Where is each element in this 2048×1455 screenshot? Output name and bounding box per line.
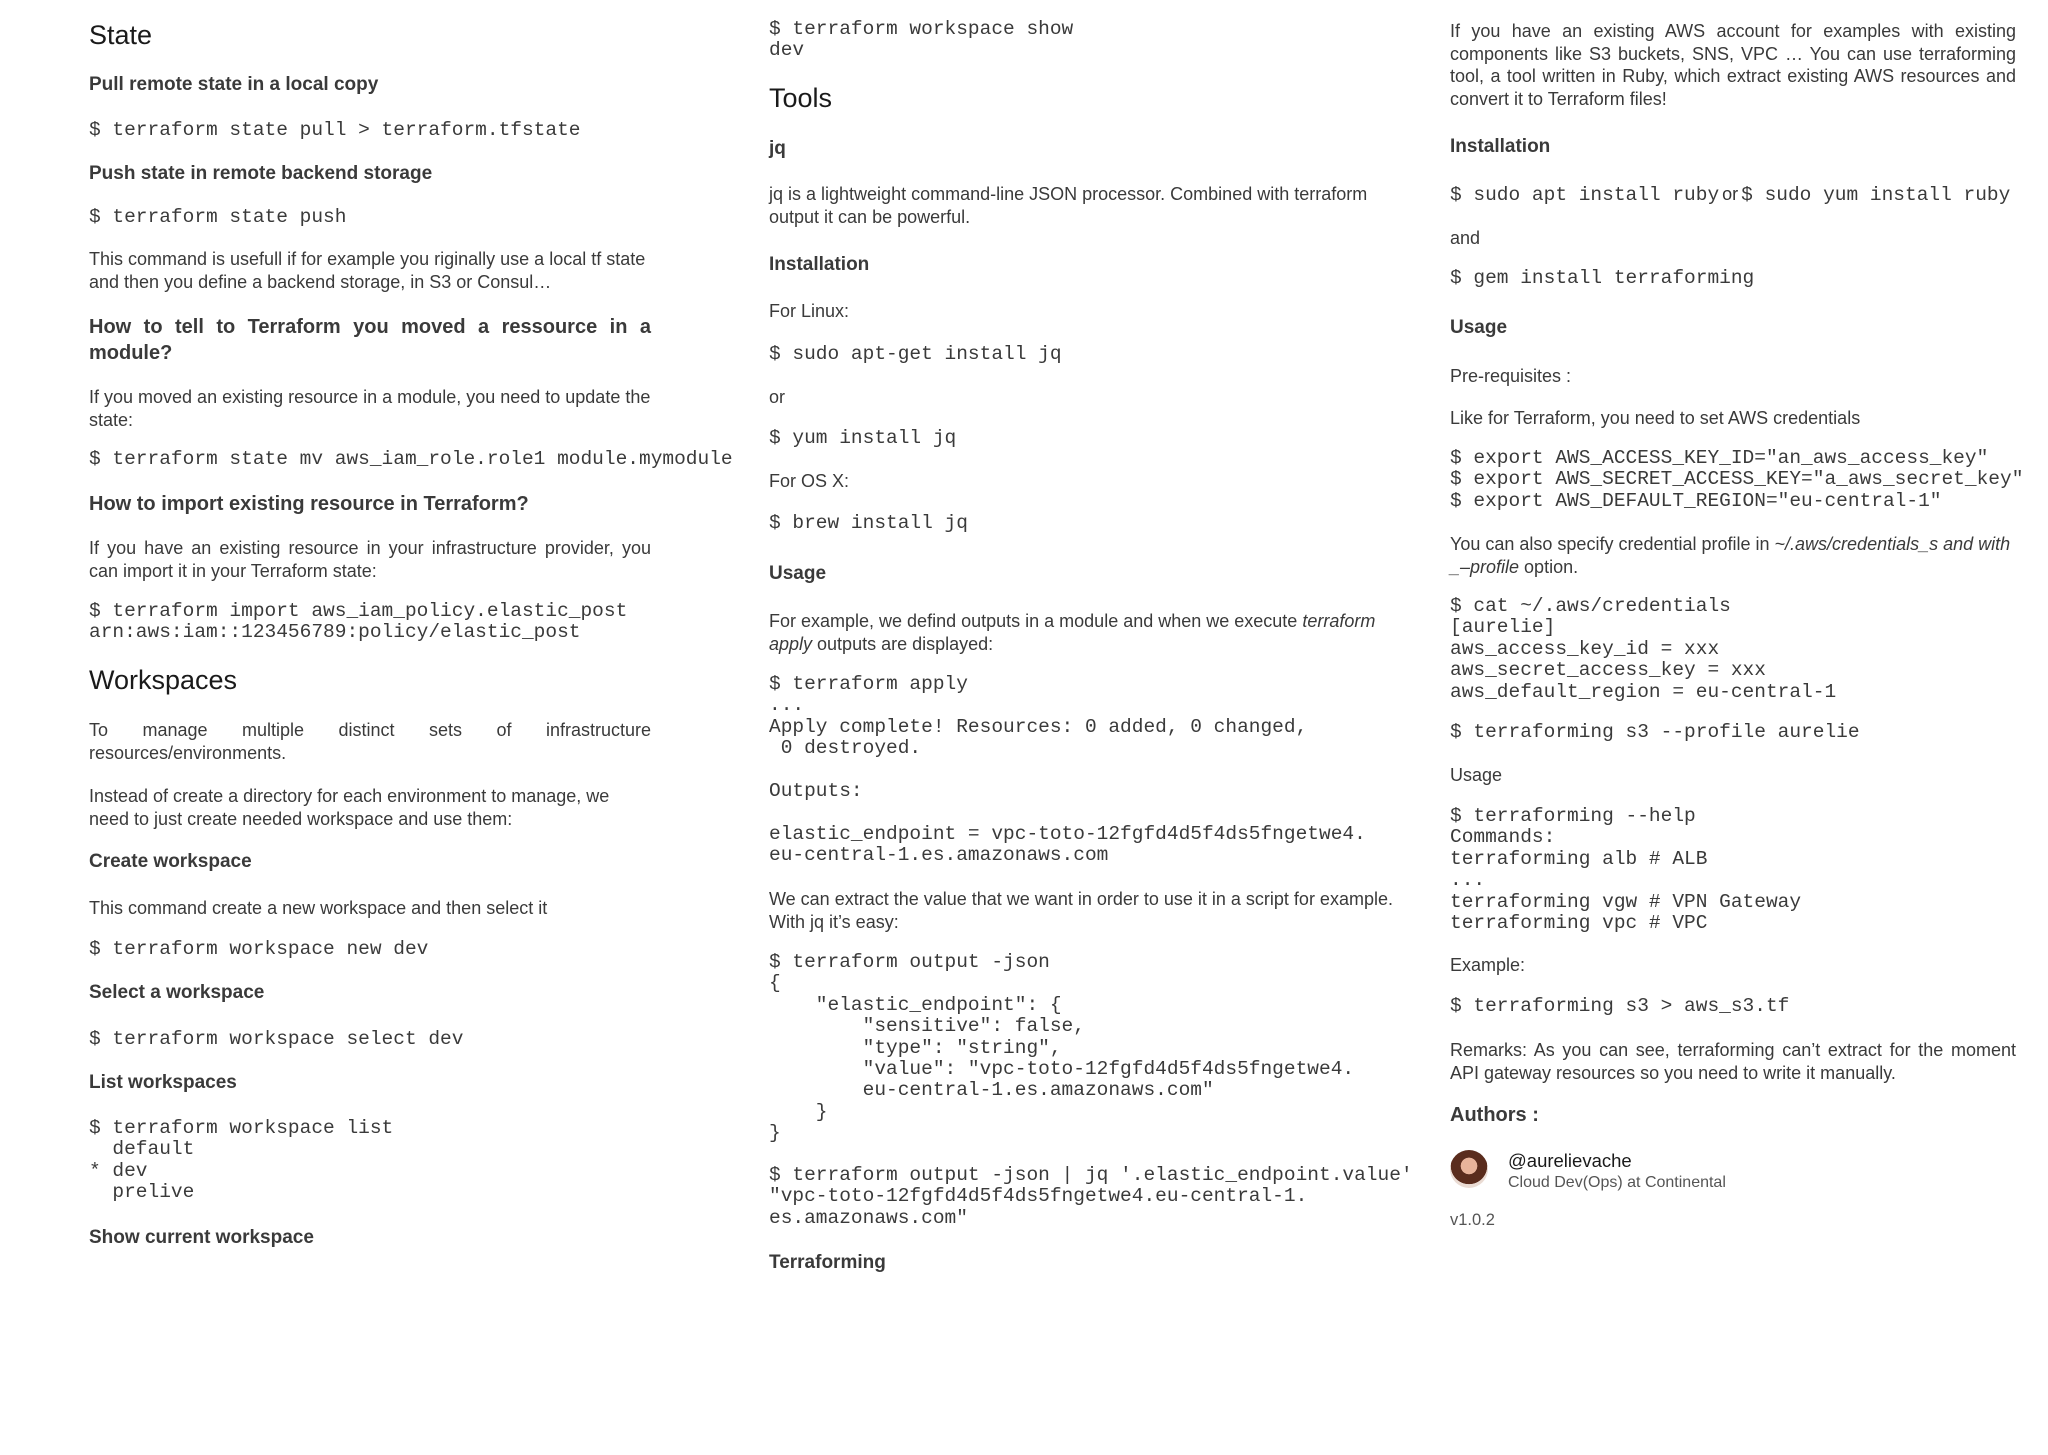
credentials-description: Like for Terraform, you need to set AWS credentials (1450, 408, 1861, 428)
author-card (1450, 1148, 2010, 1196)
push-description: This command is usefull if for example you riginally use a local tf state and then you define a backend storage, in S3 or Consul… (89, 249, 646, 292)
code-brew-jq: $ brew install jq (769, 512, 968, 534)
label-or: or (769, 387, 786, 407)
create-workspace-description: This command create a new workspace and then select it (89, 898, 548, 918)
subtitle-terraforming: Terraforming (769, 1252, 886, 1273)
code-terraforming-profile: $ terraforming s3 --profile aurelie (1450, 721, 1860, 743)
subtitle-pull-state: Pull remote state in a local copy (89, 74, 379, 95)
terraforming-intro: If you have an existing AWS account for examples with existing components like S3 buckets, SNS, VPC … You can use terraforming tool, a tool written in Ruby, which extract existing AWS resources and convert it to Terraform files! (1450, 21, 2016, 109)
code-state-mv: $ terraform state mv aws_iam_role.role1 module.mymodule (89, 448, 733, 470)
avatar (1450, 1150, 1488, 1188)
import-description: If you have an existing resource in your infrastructure provider, you can import it in your Terraform state: (89, 538, 651, 581)
profile-description (1450, 533, 2016, 578)
subtitle-list-workspaces: List workspaces (89, 1072, 237, 1093)
section-title-tools: Tools (769, 83, 833, 113)
code-yum-ruby: $ sudo yum install ruby (1741, 184, 2011, 206)
extract-description: We can extract the value that we want in order to use it in a script for example. With jq it’s easy: (769, 889, 1393, 932)
subtitle-jq: jq (769, 138, 786, 159)
code-workspace-show: $ terraform workspace show dev (769, 18, 1074, 62)
author-role: Cloud Dev(Ops) at Continental (1508, 1174, 1726, 1191)
label-example: Example: (1450, 955, 1526, 975)
label-for-linux: For Linux: (769, 301, 850, 321)
label-and: and (1450, 228, 1481, 248)
code-state-push: $ terraform state push (89, 206, 347, 228)
profile-text-em: ~/.aws/credentials_s and with _–profile (1450, 534, 2011, 577)
code-workspace-select: $ terraform workspace select dev (89, 1028, 464, 1050)
code-workspace-list: $ terraform workspace list default * dev prelive (89, 1117, 394, 1204)
label-usage: Usage (1450, 765, 1503, 785)
code-cat-credentials: $ cat ~/.aws/credentials [aurelie] aws_access_key_id = xxx aws_secret_access_key = xxx aws_default_region = eu-central-1 (1450, 595, 1837, 703)
jq-usage-description (769, 610, 1394, 655)
section-title-state: State (89, 20, 153, 50)
section-title-workspaces: Workspaces (89, 665, 238, 695)
code-terraform-apply: $ terraform apply ... Apply complete! Resources: 0 added, 0 changed, 0 destroyed. Outputs: elastic_endpoint = vpc-toto-12fgfd4d5f4ds5fngetwe4. eu-central-1.es.amazonaws.com (769, 673, 1366, 867)
subtitle-push-state: Push state in remote backend storage (89, 163, 433, 184)
subtitle-import-resource: How to import existing resource in Terraform? (89, 493, 529, 515)
label-for-osx: For OS X: (769, 471, 850, 491)
usage-text-em: terraform apply (769, 611, 1376, 654)
subtitle-terraforming-installation: Installation (1450, 136, 1551, 157)
install-ruby-line (1450, 184, 2016, 206)
usage-text-a: For example, we defind outputs in a module and when we execute (769, 611, 1303, 631)
code-gem-install: $ gem install terraforming (1450, 267, 1755, 289)
subtitle-jq-installation: Installation (769, 254, 870, 275)
code-import: $ terraform import aws_iam_policy.elastic_post arn:aws:iam::123456789:policy/elastic_post (89, 600, 628, 644)
code-workspace-new: $ terraform workspace new dev (89, 938, 429, 960)
profile-text-a: You can also specify credential profile in (1450, 534, 1775, 554)
usage-text-b: outputs are displayed: (812, 633, 994, 654)
subtitle-show-workspace: Show current workspace (89, 1227, 314, 1248)
label-prerequisites: Pre-requisites : (1450, 366, 1572, 386)
subtitle-jq-usage: Usage (769, 563, 827, 584)
code-output-jq: $ terraform output -json | jq '.elastic_endpoint.value' "vpc-toto-12fgfd4d5f4ds5fngetwe4.eu-central-1. es.amazonaws.com" (769, 1164, 1413, 1229)
remarks-text: Remarks: As you can see, terraforming can’t extract for the moment API gateway resources so you need to write it manually. (1450, 1040, 2016, 1083)
subtitle-moved-resource: How to tell to Terraform you moved a ressource in a module? (89, 316, 651, 364)
code-output-json: $ terraform output -json { "elastic_endpoint": { "sensitive": false, "type": "string", "value": "vpc-toto-12fgfd4d5f4ds5fngetwe4. eu-central-1.es.amazonaws.com" } } (769, 951, 1355, 1145)
moved-description: If you moved an existing resource in a module, you need to update the state: (89, 387, 651, 430)
subtitle-terraforming-usage: Usage (1450, 317, 1508, 338)
version-label: v1.0.2 (1450, 1211, 1495, 1229)
subtitle-authors: Authors : (1450, 1104, 1539, 1126)
code-state-pull: $ terraform state pull > terraform.tfstate (89, 119, 581, 141)
workspaces-description-2: Instead of create a directory for each environment to manage, we need to just create needed workspace and use them: (89, 786, 610, 829)
code-export-credentials: $ export AWS_ACCESS_KEY_ID="an_aws_access_key" $ export AWS_SECRET_ACCESS_KEY="a_aws_secret_key" $ export AWS_DEFAULT_REGION="eu-central-1" (1450, 447, 2024, 512)
code-yum-jq: $ yum install jq (769, 427, 957, 449)
code-apt-get-jq: $ sudo apt-get install jq (769, 343, 1062, 365)
profile-text-b: option. (1519, 556, 1579, 577)
workspaces-description-1: To manage multiple distinct sets of infrastructure resources/environments. (89, 720, 651, 763)
subtitle-create-workspace: Create workspace (89, 851, 252, 872)
jq-description: jq is a lightweight command-line JSON processor. Combined with terraform output it can be powerful. (769, 184, 1368, 227)
code-terraforming-help: $ terraforming --help Commands: terraforming alb # ALB ... terraforming vgw # VPN Gateway terraforming vpc # VPC (1450, 805, 1802, 935)
author-handle: @aurelievache (1508, 1150, 1632, 1171)
code-apt-ruby: $ sudo apt install ruby (1450, 184, 1720, 206)
subtitle-select-workspace: Select a workspace (89, 982, 265, 1003)
code-terraforming-s3: $ terraforming s3 > aws_s3.tf (1450, 995, 1790, 1017)
label-or-inline: or (1722, 184, 1739, 204)
